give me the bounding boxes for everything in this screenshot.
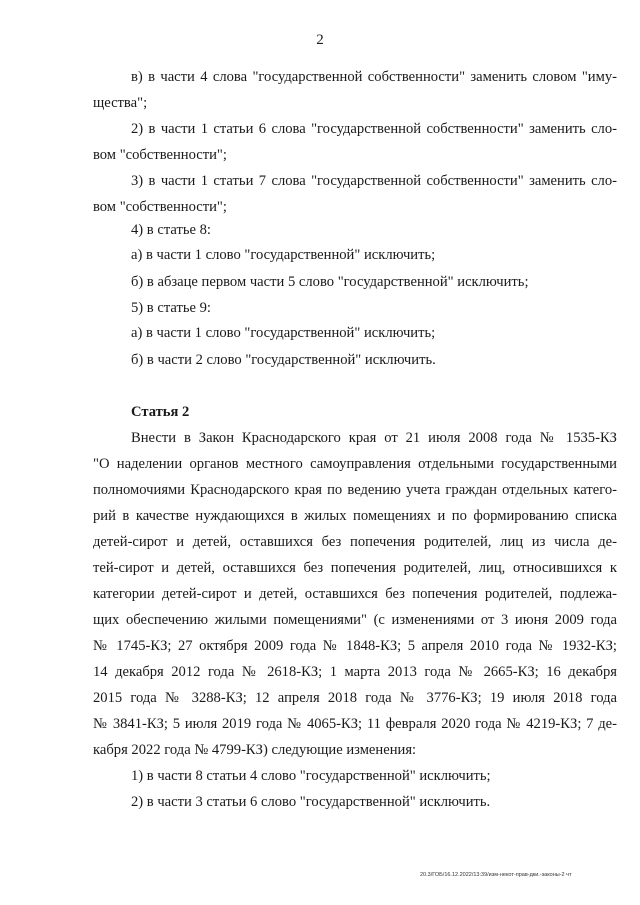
- text-line: полномочиями Краснодарского края по ведению учета граждан отдельных катего-: [93, 482, 617, 498]
- text-line: 2) в части 1 статьи 6 слова "государственной собственности" заменить сло-: [131, 121, 617, 137]
- text-line: щества";: [93, 95, 148, 111]
- text-line: 2) в части 3 статьи 6 слово "государственной" исключить.: [131, 794, 491, 810]
- text-line: а) в части 1 слово "государственной" исключить;: [131, 247, 436, 263]
- text-line: детей-сирот и детей, оставшихся без попечения родителей, лиц из числа де-: [93, 534, 617, 550]
- text-line: рий в качестве нуждающихся в жилых помещениях и по формированию списка: [93, 508, 617, 524]
- text-line: 4) в статье 8:: [131, 222, 211, 238]
- document-footer-code: 20.3/ГОБ/16.12.2022/13:39/изм-некот-прав-дки.-законы-2 чт: [420, 872, 572, 878]
- text-line: категории детей-сирот и детей, оставшихся без попечения родителей, подлежа-: [93, 586, 617, 602]
- article-heading: Статья 2: [131, 404, 190, 420]
- text-line: 2015 года № 3288-КЗ; 12 апреля 2018 года № 3776-КЗ; 19 июля 2018 года: [93, 690, 617, 706]
- text-line: вом "собственности";: [93, 147, 227, 163]
- text-line: 3) в части 1 статьи 7 слова "государственной собственности" заменить сло-: [131, 173, 617, 189]
- text-line: № 1745-КЗ; 27 октября 2009 года № 1848-КЗ; 5 апреля 2010 года № 1932-КЗ;: [93, 638, 617, 654]
- text-line: "О наделении органов местного самоуправления отдельными государственными: [93, 456, 617, 472]
- text-line: кабря 2022 года № 4799-КЗ) следующие изменения:: [93, 742, 417, 758]
- text-line: б) в части 2 слово "государственной" исключить.: [131, 352, 436, 368]
- text-line: тей-сирот и детей, оставшихся без попечения родителей, лиц, относившихся к: [93, 560, 617, 576]
- text-line: Внести в Закон Краснодарского края от 21 июля 2008 года № 1535-КЗ: [131, 430, 617, 446]
- text-line: б) в абзаце первом части 5 слово "государственной" исключить;: [131, 274, 529, 290]
- text-line: а) в части 1 слово "государственной" исключить;: [131, 325, 436, 341]
- text-line: 5) в статье 9:: [131, 300, 211, 316]
- text-line: вом "собственности";: [93, 199, 227, 215]
- text-line: 14 декабря 2012 года № 2618-КЗ; 1 марта 2013 года № 2665-КЗ; 16 декабря: [93, 664, 617, 680]
- text-line: 1) в части 8 статьи 4 слово "государственной" исключить;: [131, 768, 491, 784]
- text-line: № 3841-КЗ; 5 июля 2019 года № 4065-КЗ; 11 февраля 2020 года № 4219-КЗ; 7 де-: [93, 716, 617, 732]
- text-line: в) в части 4 слова "государственной собственности" заменить словом "иму-: [131, 69, 617, 85]
- text-line: щих обеспечению жилыми помещениями" (с изменениями от 3 июня 2009 года: [93, 612, 617, 628]
- page-number: 2: [316, 32, 324, 48]
